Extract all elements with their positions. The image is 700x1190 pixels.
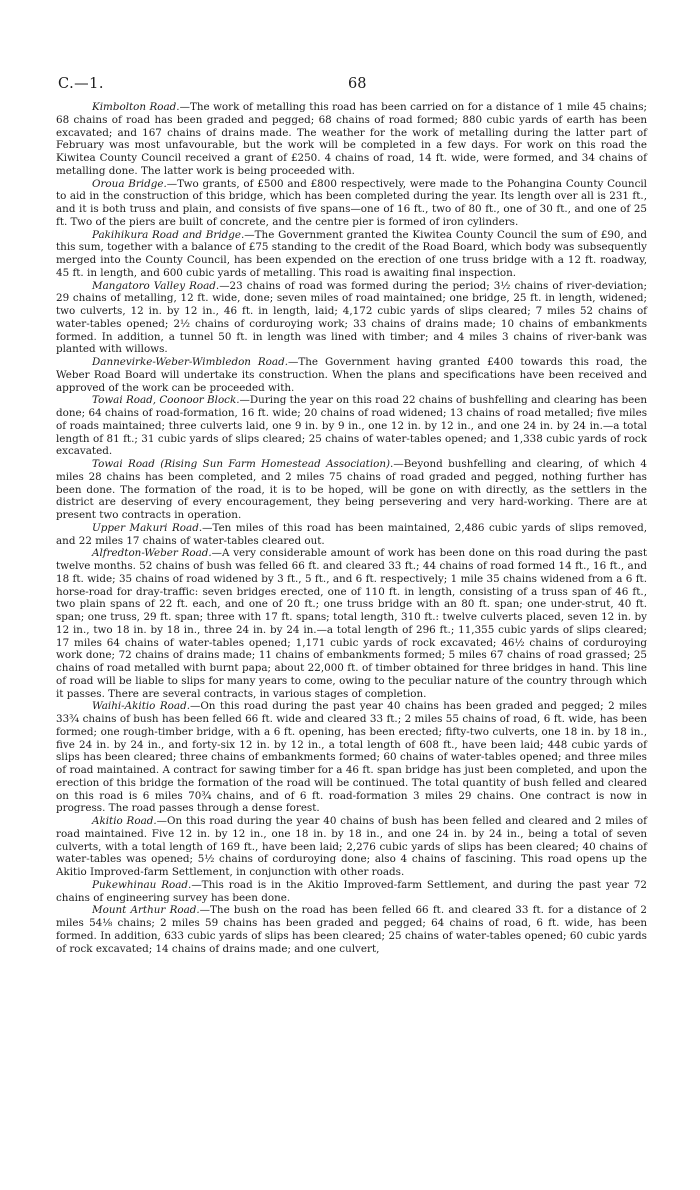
paragraph-text: —The Government having granted £400 towards this road, the Weber Road Board will undertake its construction. When the plans and specifications have been received and approved of the work can be proceeded with. [56,356,647,394]
paragraph-upper-makuri-road [56,522,647,548]
document-reference: C.—1. [58,76,105,92]
paragraph-oroua-bridge [56,178,647,229]
paragraph-title: Kimbolton Road. [92,101,180,113]
paragraph-title: Alfredton-Weber Road. [92,547,212,560]
paragraph-dannevirke-road [56,356,647,394]
page-number: 68 [348,76,367,92]
paragraph-text: —On this road during the year 40 chains of bush has been felled and cleared and 2 miles of road maintained. Five 12 in. by 12 in., one 18 in. by 18 in., and one 24 in. by 24 in., being a total of seven culverts, with a total length of 169 ft., have been laid; 2,276 cubic yards of slips has been cleared; 40 chains of water-tables was opened; 5½ chains of corduroying done; also 4 chains of fascining. This road opens up the Akitio Improved-farm Settlement, in conjunction with other roads. [56,815,647,878]
paragraph-text: —This road is in the Akitio Improved-farm Settlement, and during the past year 72 chains of engineering survey has been done. [56,878,647,904]
paragraph-title: Dannevirke-Weber-Wimbledon Road. [92,356,288,368]
paragraph-title: Mangatoro Valley Road. [92,279,220,292]
paragraph-towai-road-rising-sun [56,458,647,522]
paragraph-text: —During the year on this road 22 chains of bushfelling and clearing has been done; 64 chains of road-formation, 16 ft. wide; 20 chains of road widened; 13 chains of road metalled; five miles of roads maintained; three culverts laid, one 9 in. by 9 in., one 12 in. by 12 in., and one 24 in. by 24 in.—a total length of 81 ft.; 31 cubic yards of slips cleared; 25 chains of water-tables opened; and 1,338 cubic yards of rock excavated. [56,394,647,458]
paragraph-mangatoro-valley-road [56,280,647,357]
paragraph-pakihikura-road [56,229,647,280]
paragraph-text: —The work of metalling this road has been carried on for a distance of 1 mile 45 chains; 68 chains of road has been graded and pegged; 68 chains of road formed; 880 cubic yards of earth has been excavated; and 167 chains of drains made. The weather for the work of metalling during the latter part of February was most unfavourable, but the work will be completed in a few days. For work on this road the Kiwitea County Council received a grant of £250. 4 chains of road, 14 ft. wide, were formed, and 34 chains of metalling done. The latter work is being proceeded with. [56,101,647,177]
paragraph-title: Akitio Road. [92,815,157,827]
paragraph-title: Towai Road, Coonoor Block. [92,394,240,407]
paragraph-text: —Beyond bushfelling and clearing, of which 4 miles 28 chains has been completed, and 2 miles 75 chains of road graded and pegged, nothing further has been done. The formation of the road, it is to be hoped, will be gone on with directly, as the settlers in the district are deserving of every encouragement, they being persevering and very hard-working. There are at present two contracts in operation. [56,458,647,521]
paragraph-text: —The bush on the road has been felled 66 ft. and cleared 33 ft. for a distance of 2 miles 54⅛ chains; 2 miles 59 chains has been graded and pegged; 64 chains of road, 6 ft. wide, has been formed. In addition, 633 cubic yards of slips has been cleared; 25 chains of water-tables opened; 60 cubic yards of rock excavated; 14 chains of drains made; and one culvert, [56,904,647,955]
paragraph-title: Upper Makuri Road. [92,521,203,534]
paragraph-text: —Ten miles of this road has been maintained, 2,486 cubic yards of slips removed, and 22 miles 17 chains of water-tables cleared out. [56,521,648,547]
paragraph-text: —23 chains of road was formed during the period; 3½ chains of river-deviation; 29 chains of metalling, 12 ft. wide, done; seven miles of road maintained; one bridge, 25 ft. in length, widened; two culverts, 12 in. by 12 in., 46 ft. in length, laid; 4,172 cubic yards of slips cleared; 7 miles 52 chains of water-tables opened; 2½ chains of corduroying work; 33 chains of drains made; 10 chains of embankments formed. In addition, a tunnel 50 ft. in length was lined with timber; and 4 miles 3 chains of river-bank was planted with willows. [56,279,648,356]
paragraph-text: —Two grants, of £500 and £800 respectively, were made to the Pohangina County Council to aid in the construction of this bridge, which has been completed during the year. Its length over all is 231 ft., and it is both truss and plain, and consists of five spans—one of 16 ft., two of 80 ft., one of 30 ft., and one of 25 ft. Two of the piers are built of concrete, and the centre pier is formed of iron cylinders. [56,177,647,228]
paragraph-towai-road-coonoor [56,394,647,458]
paragraph-text: —A very considerable amount of work has been done on this road during the past twelve months. 52 chains of bush was felled 66 ft. and cleared 33 ft.; 44 chains of road formed 14 ft., 16 ft., and 18 ft. wide; 35 chains of road widened by 3 ft., 5 ft., and 6 ft. respectively; 1 mile 35 chains widened from a 6 ft. horse-road for dray-traffic: seven bridges erected, one of 110 ft. in length, consisting of a truss span of 46 ft., two plain spans of 22 ft. each, and one of 20 ft.; one truss bridge with an 80 ft. span; one under-strut, 40 ft. span; one truss, 29 ft. span; three with 17 ft. spans; total length, 310 ft.: twelve culverts placed, seven 12 in. by 12 in., two 18 in. by 18 in., three 24 in. by 24 in.—a total length of 296 ft.; 11,355 cubic yards of slips cleared; 17 miles 64 chains of water-tables opened; 1,171 cubic yards of rock excavated; 46½ chains of corduroying work done; 72 chains of drains made; 11 chains of embankments formed; 5 miles 67 chains of road grassed; 25 chains of road metalled with burnt papa; about 22,000 ft. of timber obtained for three bridges in hand. This line of road will be liable to slips for many years to come, owing to the peculiar nature of the country through which it passes. There are several contracts, in various stages of completion. [56,547,647,700]
paragraph-title: Oroua Bridge. [92,177,167,190]
paragraph-title: Mount Arthur Road. [92,904,200,917]
body-text [56,101,647,955]
paragraph-mount-arthur-road [56,904,647,955]
paragraph-alfredton-weber-road [56,547,647,700]
page-header [58,76,648,96]
paragraph-title: Pukewhinau Road. [92,878,192,891]
paragraph-title: Towai Road (Rising Sun Farm Homestead Association). [92,458,394,470]
paragraph-akitio-road [56,815,647,879]
paragraph-waihi-akitio-road [56,700,647,815]
paragraph-text: —On this road during the past year 40 chains has been graded and pegged; 2 miles 33¾ chains of bush has been felled 66 ft. wide and cleared 33 ft.; 2 miles 55 chains of road, 6 ft. wide, has been formed; one rough-timber bridge, with a 6 ft. opening, has been erected; fifty-two culverts, one 18 in. by 18 in., five 24 in. by 24 in., and forty-six 12 in. by 12 in., a total length of 608 ft., have been laid; 448 cubic yards of slips has been cleared; three chains of embankments formed; 60 chains of water-tables opened; and three miles of road maintained. A contract for sawing timber for a 46 ft. span bridge has just been completed, and upon the erection of this bridge the formation of the road will be continued. The total quantity of bush felled and cleared on this road is 6 miles 70¾ chains, and of 6 ft. road-formation 3 miles 29 chains. One contract is now in progress. The road passes through a dense forest. [56,700,647,815]
paragraph-pukewhinau-road [56,879,647,905]
paragraph-kimbolton-road [56,101,647,178]
paragraph-title: Waihi-Akitio Road. [92,700,190,713]
paragraph-title: Pakihikura Road and Bridge. [92,228,245,241]
paragraph-text: —The Government granted the Kiwitea County Council the sum of £90, and this sum, together with a balance of £75 standing to the credit of the Road Board, which body was subsequently merged into the County Council, has been expended on the erection of one truss bridge with a 12 ft. roadway, 45 ft. in length, and 600 cubic yards of metalling. This road is awaiting final inspection. [56,228,647,279]
